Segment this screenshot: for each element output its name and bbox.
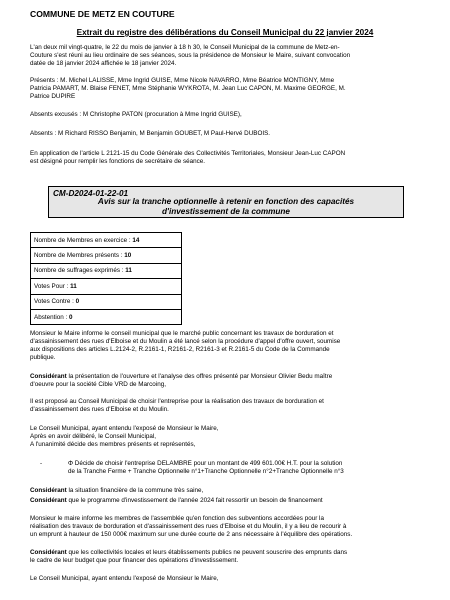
absents-paragraph: Absents : M Richard RISSO Benjamin, M Benjamin GOUBET, M Paul-Hervé DUBOIS. <box>30 130 271 137</box>
considerant-ouverture-paragraph: Considérant la présentation de l'ouverture et l'analyse des offres présenté par Monsieur Olivier Bedu maître d'oeuvre pour la société Cible VRD de Marcoing, <box>30 373 333 389</box>
considerant-collectivites-paragraph: Considérant que les collectivités locales et leurs établissements publics ne peuvent souscrire des emprunts dans le cadre de leur budget que pour financer des opérations d'investissement. <box>30 549 348 565</box>
commune-name: COMMUNE DE METZ EN COUTURE <box>30 9 175 19</box>
table-row: Nombre de Membres présents : 10 <box>31 248 182 263</box>
presents-paragraph: Présents : M. Michel LALISSE, Mme Ingrid GUISE, Mme Nicole NAVARRO, Mme Béatrice MONTIGNY, Mme Patricia PAMART, M. Blaise FENET, Mme Stéphanie WYKROTA, M. Jean Luc CAPON, M. Maxime GEORGE, M. Patrice DUPIRE <box>30 77 346 101</box>
application-paragraph: En application de l'article L 2121-15 du Code Générale des Collectivités Territoriales, Monsieur Jean-Luc CAPON est désigné pour remplir les fonctions de secrétaire de séance. <box>30 150 346 166</box>
conseil-final-paragraph: Le Conseil Municipal, ayant entendu l'exposé de Monsieur le Maire, <box>30 575 219 582</box>
conseil-deliberation-paragraph: Le Conseil Municipal, ayant entendu l'exposé de Monsieur le Maire, Après en avoir délibéré, le Conseil Municipal, A l'unanimité décide des membres présents et représentés, <box>30 425 219 449</box>
decision-paragraph: Φ Décide de choisir l'entreprise DELAMBRE pour un montant de 499 601.00€ H.T. pour la solution de la Tranche Ferme + Tranche Optionnelle n°1+Tranche Optionnelle n°2+Tranche Optionnelle n°3 <box>68 460 344 476</box>
deliberation-title: Avis sur la tranche optionnelle à retenir en fonction des capacités d'investissement de la commune <box>97 197 355 216</box>
table-row: Nombre de Membres en exercice : 14 <box>31 233 182 248</box>
deliberation-header-box <box>48 186 404 218</box>
considerant-situation-paragraph: Considérant la situation financière de la commune très saine, <box>30 487 204 494</box>
maire-info-paragraph: Monsieur le Maire informe le conseil municipal que le marché public concernant les travaux de borduration et d'assainissement des rues d'Elboise et du Moulin a été lancé selon la procédure d'appel d'offre ouvert, soumise aux dispositions des articles L.2124-2, R.2161-1, R2161-2, R2161-3 et R.2161-5 du Code de la Commande publique. <box>30 330 341 362</box>
excuses-paragraph: Absents excusés : M Christophe PATON (procuration à Mme Ingrid GUISE), <box>30 111 242 118</box>
votes-table <box>30 232 182 325</box>
table-row: Votes Pour : 11 <box>31 279 182 294</box>
table-row: Abstention : 0 <box>31 309 182 324</box>
subventions-paragraph: Monsieur le maire informe les membres de l'assemblée qu'en fonction des subventions accordées pour la réalisation des travaux de borduration et d'assainissement des rues d'Elboise et du Moulin, il y a lieu de recourir à un emprunt à hauteur de 150 000€ maximum sur une durée courte de 2 ans nécessaire à l'équilibre des opérations. <box>30 515 353 539</box>
proposition-paragraph: Il est proposé au Conseil Municipal de choisir l'entreprise pour la réalisation des travaux de borduration et d'assainissement des rues d'Elboise et du Moulin. <box>30 398 324 414</box>
considerant-programme-paragraph: Considérant que le programme d'investissement de l'année 2024 fait ressortir un besoin de financement <box>30 497 323 504</box>
decision-bullet: - <box>40 460 43 467</box>
document-title: Extrait du registre des délibérations du Conseil Municipal du 22 janvier 2024 <box>76 28 374 37</box>
intro-paragraph: L'an deux mil vingt-quatre, le 22 du mois de janvier à 18 h 30, le Conseil Municipal de la commune de Metz-en- Couture s'est réuni au lieu ordinaire de ses séances, sous la présidence de Monsieur le Maire, suivant convocation datée de 18 janvier 2024 affichée le 18 janvier 2024. <box>30 44 351 68</box>
deliberation-reference: CM-D2024-01-22-01 <box>53 189 129 198</box>
table-row: Nombre de suffrages exprimés : 11 <box>31 263 182 278</box>
table-row: Votes Contre : 0 <box>31 294 182 309</box>
